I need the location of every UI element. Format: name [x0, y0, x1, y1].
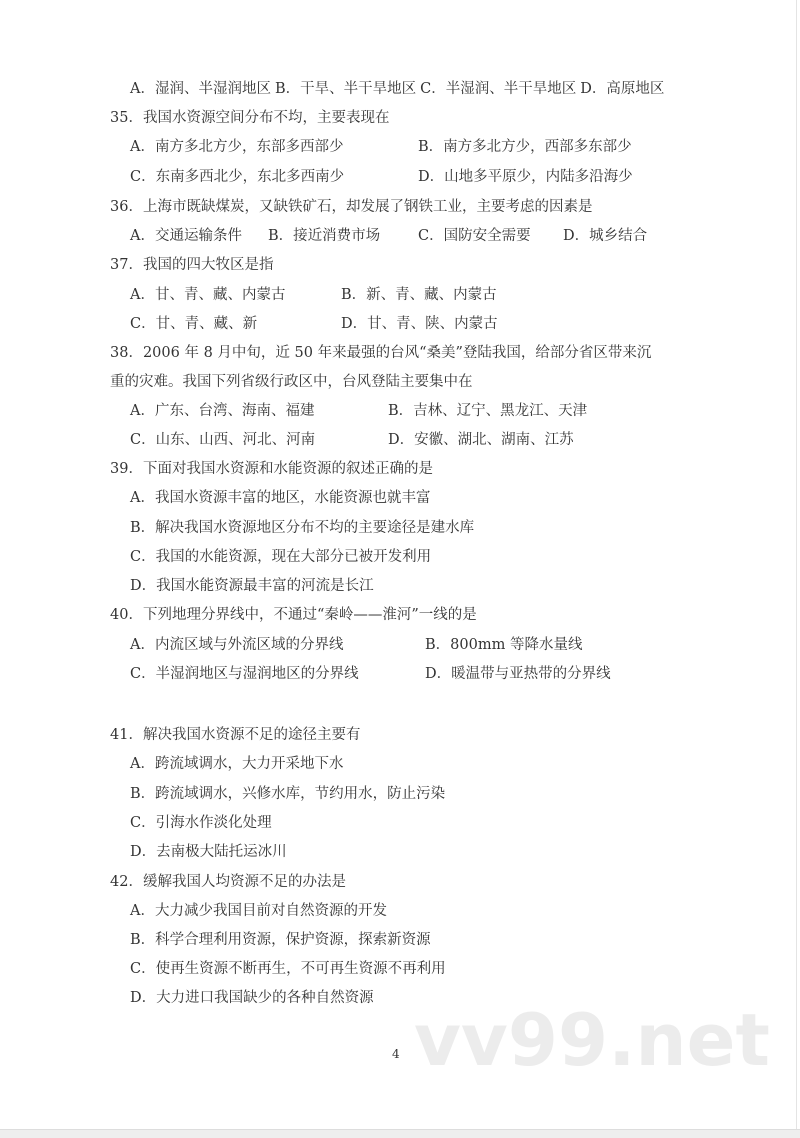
q35-option-a: A．南方多北方少，东部多西部少 [130, 139, 344, 155]
q38-options-row-2 [0, 430, 800, 450]
q39-option-b: B．解决我国水资源地区分布不均的主要途径是建水库 [130, 520, 475, 536]
q36-option-b: B．接近消费市场 [268, 228, 381, 244]
q40-option-a: A．内流区域与外流区域的分界线 [130, 637, 344, 653]
page-number: 4 [392, 1047, 400, 1061]
q35-option-d: D．山地多平原少，内陆多沿海少 [418, 169, 633, 185]
q42-option-b: B．科学合理利用资源，保护资源，探索新资源 [130, 932, 431, 948]
q40-option-c: C．半湿润地区与湿润地区的分界线 [130, 666, 359, 682]
q34-option-c: C．半湿润、半干旱地区 [420, 81, 577, 97]
q35-options-row-2 [0, 167, 800, 187]
q40-options-row-2 [0, 664, 800, 684]
q42-option-d: D．大力进口我国缺少的各种自然资源 [130, 990, 374, 1006]
q38-option-d: D．安徽、湖北、湖南、江苏 [388, 432, 574, 448]
watermark: vv99.net [414, 998, 770, 1082]
q36-options-row [0, 226, 800, 246]
q36-option-a: A．交通运输条件 [130, 228, 242, 244]
q37-option-d: D．甘、青、陕、内蒙古 [341, 316, 498, 332]
q34-option-b: B．干旱、半干旱地区 [274, 81, 417, 97]
q36-stem: 36．上海市既缺煤炭，又缺铁矿石，却发展了钢铁工业，主要考虑的因素是 [110, 199, 593, 215]
q34-options-row [130, 79, 668, 99]
q38-option-b: B．吉林、辽宁、黑龙江、天津 [388, 403, 588, 419]
q37-options-row-1 [0, 285, 800, 305]
q34-option-d: D．高原地区 [580, 81, 665, 97]
q42-stem: 42．缓解我国人均资源不足的办法是 [110, 874, 346, 890]
q41-option-a: A．跨流域调水，大力开采地下水 [130, 756, 344, 772]
q41-option-b: B．跨流域调水，兴修水库，节约用水，防止污染 [130, 786, 446, 802]
q39-option-c: C．我国的水能资源，现在大部分已被开发利用 [130, 549, 432, 565]
q36-option-c: C．国防安全需要 [418, 228, 531, 244]
q41-stem: 41．解决我国水资源不足的途径主要有 [110, 727, 361, 743]
q37-option-a: A．甘、青、藏、内蒙古 [130, 287, 286, 303]
q35-option-c: C．东南多西北少，东北多西南少 [130, 169, 345, 185]
q37-option-c: C．甘、青、藏、新 [130, 316, 258, 332]
q41-option-d: D．去南极大陆托运冰川 [130, 844, 287, 860]
q39-option-d: D．我国水能资源最丰富的河流是长江 [130, 578, 374, 594]
q35-options-row-1 [0, 137, 800, 157]
q37-option-b: B．新、青、藏、内蒙古 [341, 287, 497, 303]
q38-options-row-1 [0, 401, 800, 421]
q40-options-row-1 [0, 635, 800, 655]
q38-option-c: C．山东、山西、河北、河南 [130, 432, 316, 448]
q37-options-row-2 [0, 314, 800, 334]
q41-option-c: C．引海水作淡化处理 [130, 815, 272, 831]
q36-option-d: D．城乡结合 [563, 228, 648, 244]
q35-option-b: B．南方多北方少，西部多东部少 [418, 139, 632, 155]
q35-stem: 35．我国水资源空间分布不均，主要表现在 [110, 110, 390, 126]
q37-stem: 37．我国的四大牧区是指 [110, 257, 274, 273]
q42-option-c: C．使再生资源不断再生，不可再生资源不再利用 [130, 961, 446, 977]
q38-stem: 38．2006 年 8 月中旬，近 50 年来最强的台风“桑美”登陆我国，给部分省区带来沉 [110, 345, 652, 361]
q38-stem-continued: 重的灾难。我国下列省级行政区中，台风登陆主要集中在 [110, 374, 473, 390]
q34-option-a: A．湿润、半湿润地区 [130, 81, 271, 97]
q39-option-a: A．我国水资源丰富的地区，水能资源也就丰富 [130, 490, 431, 506]
q39-stem: 39．下面对我国水资源和水能资源的叙述正确的是 [110, 461, 433, 477]
q40-option-b: B．800mm 等降水量线 [425, 637, 583, 653]
q40-stem: 40．下列地理分界线中，不通过“秦岭——淮河”一线的是 [110, 607, 477, 623]
q42-option-a: A．大力减少我国目前对自然资源的开发 [130, 903, 387, 919]
q38-option-a: A．广东、台湾、海南、福建 [130, 403, 315, 419]
q40-option-d: D．暖温带与亚热带的分界线 [425, 666, 611, 682]
